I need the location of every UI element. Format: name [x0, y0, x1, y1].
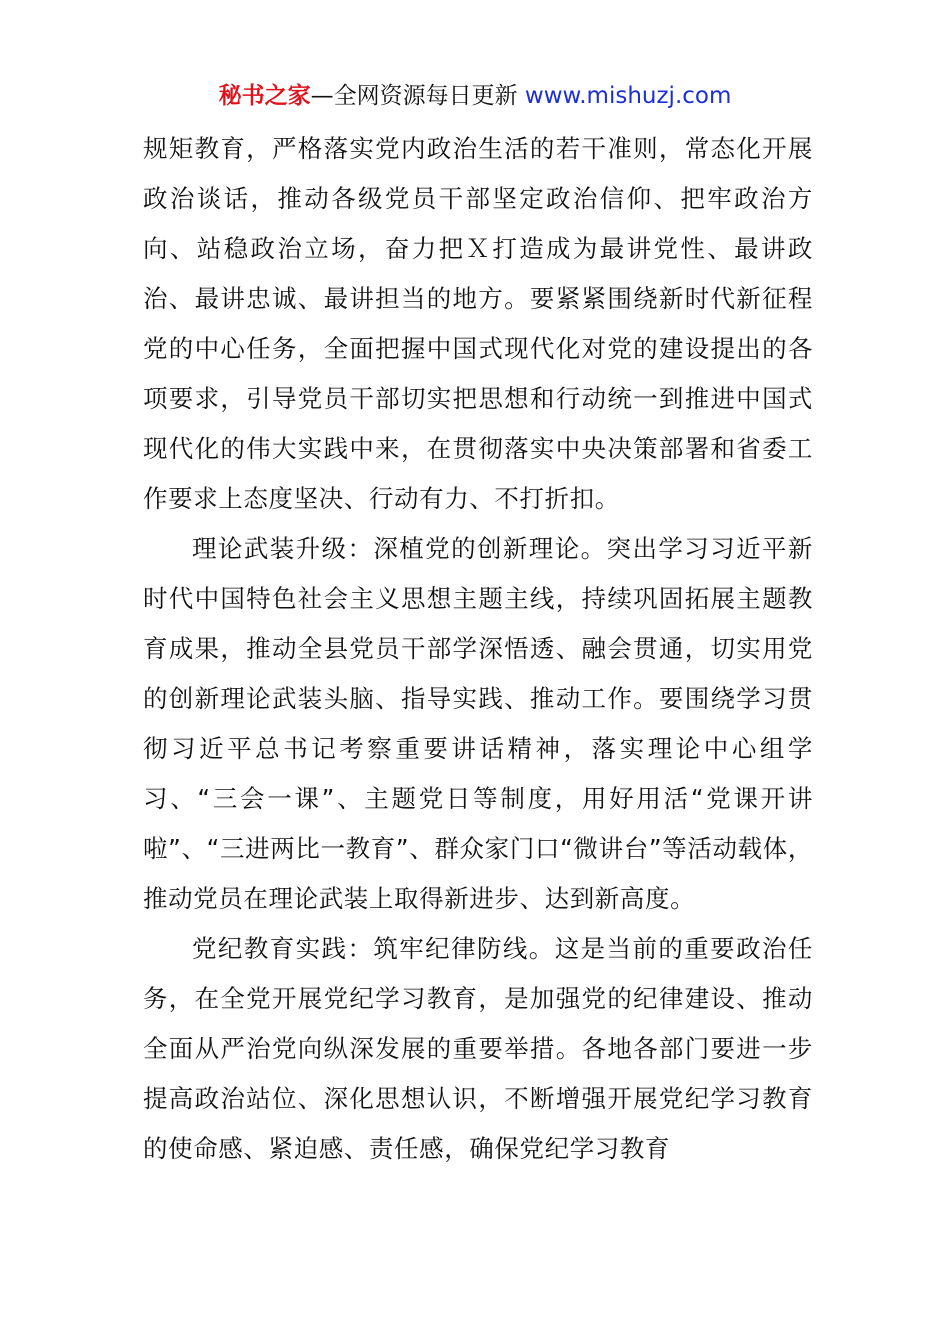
paragraph-theory-armament: 理论武装升级：深植党的创新理论。突出学习习近平新时代中国特色社会主义思想主题主线，持续巩固拓展主题教育成果，推动全县党员干部学深悟透、融会贯通，切实用党的创新理论武装头脑、指导实践、推动工作。要围绕学习贯彻习近平总书记考察重要讲话精神，落实理论中心组学习、“三会一课”、主题党日等制度，用好用活“党课开讲啦”、“三进两比一教育”、群众家门口“微讲台”等活动载体，推动党员在理论武装上取得新进步、达到新高度。 [143, 534, 813, 913]
document-body [143, 124, 813, 1174]
site-slogan: —全网资源每日更新 [310, 83, 525, 109]
paragraph-continuation: 规矩教育，严格落实党内政治生活的若干准则，常态化开展政治谈话，推动各级党员干部坚定政治信仰、把牢政治方向、站稳政治立场，奋力把Ｘ打造成为最讲党性、最讲政治、最讲忠诚、最讲担当的地方。要紧紧围绕新时代新征程党的中心任务，全面把握中国式现代化对党的建设提出的各项要求，引导党员干部切实把思想和行动统一到推进中国式现代化的伟大实践中来，在贯彻落实中央决策部署和省委工作要求上态度坚决、行动有力、不打折扣。 [143, 134, 813, 513]
site-brand: 秘书之家 [218, 83, 311, 109]
site-header [0, 80, 950, 112]
paragraph-discipline-education: 党纪教育实践：筑牢纪律防线。这是当前的重要政治任务，在全党开展党纪学习教育，是加强党的纪律建设、推动全面从严治党向纵深发展的重要举措。各地各部门要进一步提高政治站位、深化思想认识，不断增强开展党纪学习教育的使命感、紧迫感、责任感，确保党纪学习教育 [143, 934, 813, 1163]
site-url-link[interactable]: www.mishuzj.com [524, 83, 732, 109]
